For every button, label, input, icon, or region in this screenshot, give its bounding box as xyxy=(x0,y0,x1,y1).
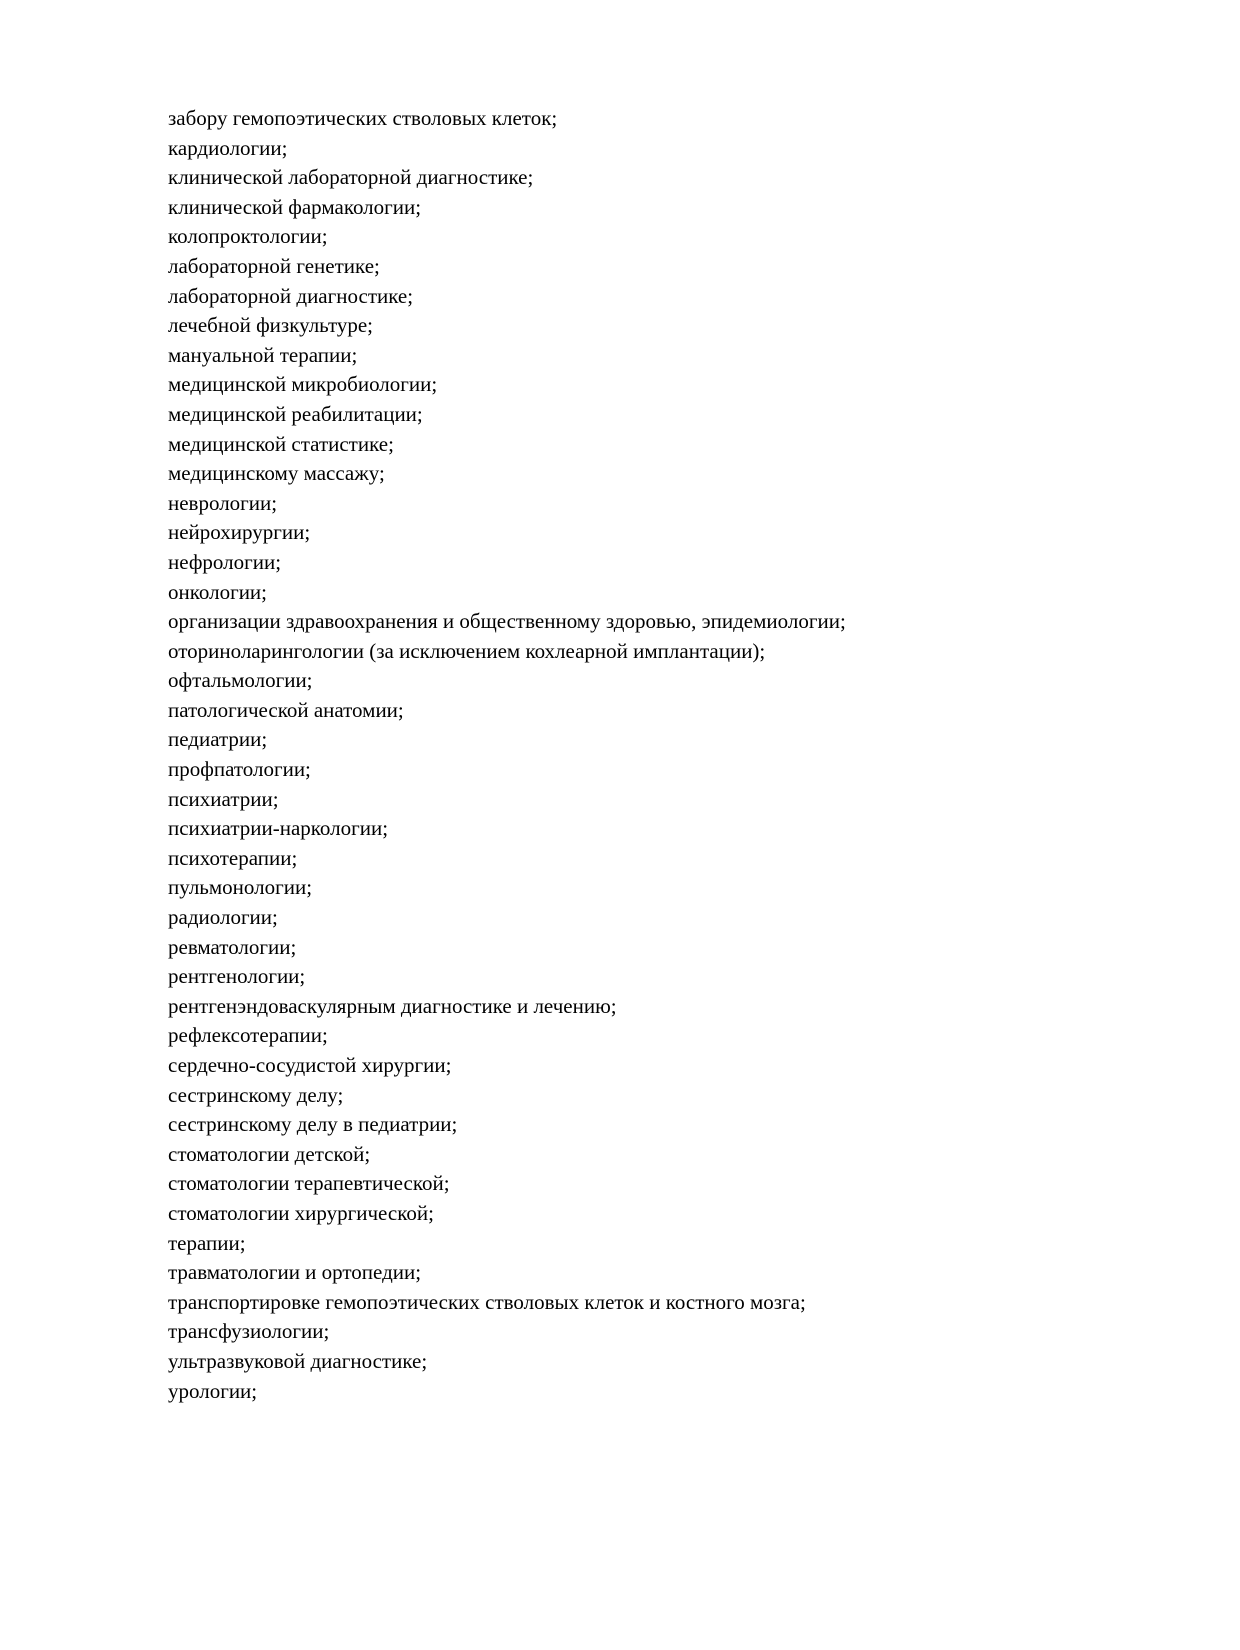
list-item: оториноларингологии (за исключением кохлеарной имплантации); xyxy=(168,638,766,663)
list-item: рефлексотерапии; xyxy=(168,1023,328,1048)
list-item: радиологии; xyxy=(168,905,278,930)
list-item: терапии; xyxy=(168,1230,246,1255)
list-item: психиатрии-наркологии; xyxy=(168,816,389,841)
list-item: клинической фармакологии; xyxy=(168,194,422,219)
list-item: медицинской статистике; xyxy=(168,431,394,456)
list-item: ревматологии; xyxy=(168,934,297,959)
list-item: офтальмологии; xyxy=(168,668,313,693)
list-item: колопроктологии; xyxy=(168,224,328,249)
list-item: рентгенологии; xyxy=(168,964,306,989)
list-item: медицинской микробиологии; xyxy=(168,372,438,397)
list-item: забору гемопоэтических стволовых клеток; xyxy=(168,106,558,130)
list-item: стоматологии терапевтической; xyxy=(168,1171,450,1196)
list-item: транспортировке гемопоэтических стволовых клеток и костного мозга; xyxy=(168,1289,806,1314)
list-item: педиатрии; xyxy=(168,727,268,752)
list-item: травматологии и ортопедии; xyxy=(168,1260,422,1285)
list-item: пульмонологии; xyxy=(168,875,313,900)
list-item: кардиологии; xyxy=(168,135,288,160)
list-item: стоматологии хирургической; xyxy=(168,1200,434,1225)
list-item: лабораторной диагностике; xyxy=(168,283,414,308)
list-item: урологии; xyxy=(168,1378,258,1403)
list-item: психиатрии; xyxy=(168,786,279,811)
specialty-list xyxy=(168,104,1168,1406)
list-item: нейрохирургии; xyxy=(168,520,311,545)
list-item: медицинской реабилитации; xyxy=(168,401,423,426)
list-item: профпатологии; xyxy=(168,757,311,782)
list-item: нефрологии; xyxy=(168,549,282,574)
list-item: рентгенэндоваскулярным диагностике и лечению; xyxy=(168,993,617,1018)
list-item: стоматологии детской; xyxy=(168,1141,371,1166)
list-item: лечебной физкультуре; xyxy=(168,313,374,338)
list-item: онкологии; xyxy=(168,579,268,604)
list-item: психотерапии; xyxy=(168,845,298,870)
list-item: сердечно-сосудистой хирургии; xyxy=(168,1053,452,1077)
list-item: медицинскому массажу; xyxy=(168,461,385,486)
list-item: сестринскому делу в педиатрии; xyxy=(168,1112,458,1137)
list-item: клинической лабораторной диагностике; xyxy=(168,165,534,190)
list-item: лабораторной генетике; xyxy=(168,253,380,278)
list-item: мануальной терапии; xyxy=(168,342,358,367)
list-item: трансфузиологии; xyxy=(168,1319,330,1344)
list-item: организации здравоохранения и общественному здоровью, эпидемиологии; xyxy=(168,609,846,634)
list-item: неврологии; xyxy=(168,490,278,515)
list-item: сестринскому делу; xyxy=(168,1082,344,1107)
list-item: ультразвуковой диагностике; xyxy=(168,1348,428,1373)
list-item: патологической анатомии; xyxy=(168,697,404,722)
